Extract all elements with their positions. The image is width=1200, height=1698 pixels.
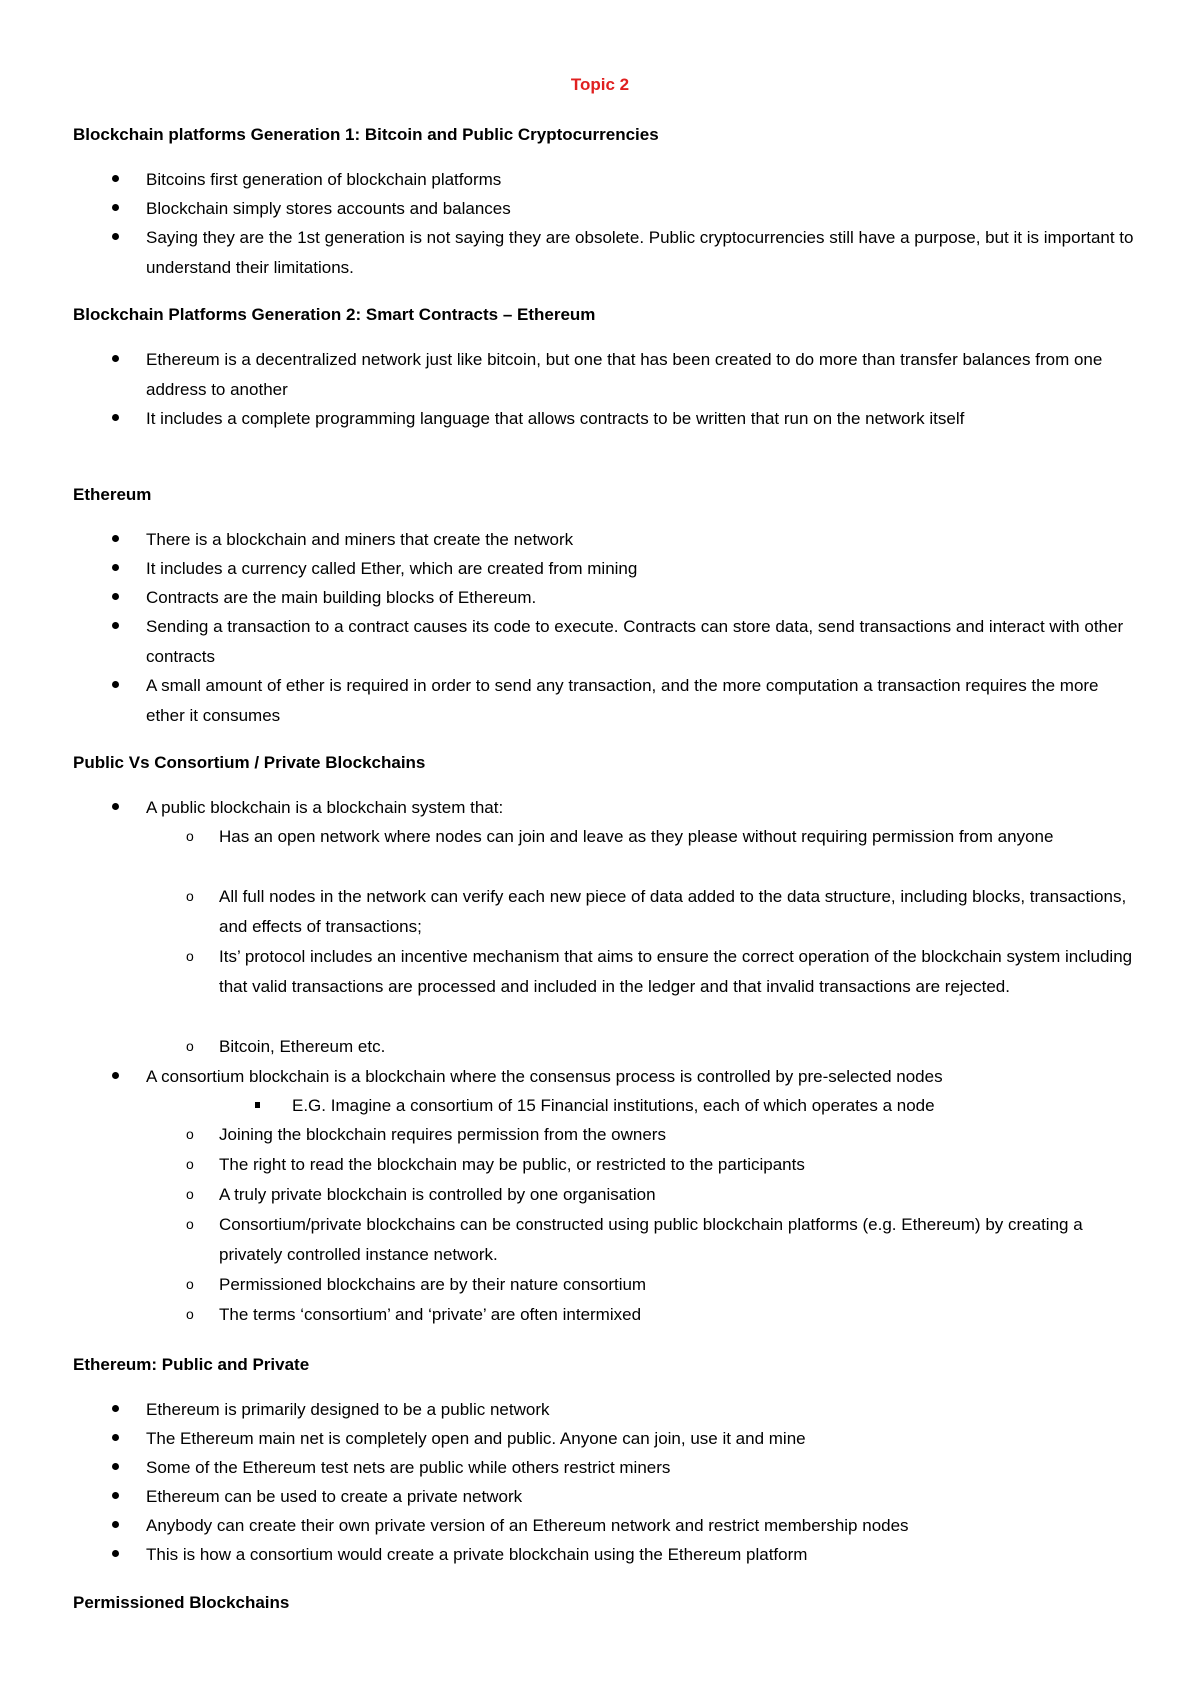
list-item: o Its’ protocol includes an incentive mechanism that aims to ensure the correct operation of the blockchain system including that valid transactions are processed and included in the ledger and that invalid transactions are rejected. (219, 942, 1139, 1001)
list-item: o The right to read the blockchain may be public, or restricted to the participants (219, 1150, 1139, 1180)
bullet-icon (112, 414, 119, 421)
list-item: Sending a transaction to a contract causes its code to execute. Contracts can store data, send transactions and interact with other contracts (146, 612, 1136, 671)
circle-bullet-icon: o (186, 1216, 194, 1232)
list-item: o Consortium/private blockchains can be constructed using public blockchain platforms (e.g. Ethereum) by creating a privately controlled instance network. (219, 1210, 1139, 1269)
list-item: The Ethereum main net is completely open and public. Anyone can join, use it and mine (146, 1424, 1136, 1454)
list-item: It includes a complete programming language that allows contracts to be written that run on the network itself (146, 404, 1136, 434)
bullet-icon (112, 355, 119, 362)
section-heading-generation-2: Blockchain Platforms Generation 2: Smart Contracts – Ethereum (73, 305, 596, 324)
circle-bullet-icon: o (186, 1276, 194, 1292)
list-item: Contracts are the main building blocks of Ethereum. (146, 583, 1136, 613)
bullet-icon (112, 1463, 119, 1470)
circle-bullet-icon: o (186, 1156, 194, 1172)
list-item: o A truly private blockchain is controlled by one organisation (219, 1180, 1139, 1210)
circle-bullet-icon: o (186, 1126, 194, 1142)
list-item: A consortium blockchain is a blockchain where the consensus process is controlled by pre-selected nodes (146, 1062, 1136, 1092)
bullet-icon (112, 564, 119, 571)
list-item: Some of the Ethereum test nets are public while others restrict miners (146, 1453, 1136, 1483)
bullet-icon (112, 622, 119, 629)
bullet-icon (112, 803, 119, 810)
square-bullet-icon (255, 1102, 260, 1108)
bullet-icon (112, 175, 119, 182)
list-item: o Joining the blockchain requires permission from the owners (219, 1120, 1139, 1150)
list-item: o All full nodes in the network can verify each new piece of data added to the data structure, including blocks, transactions, and effects of transactions; (219, 882, 1139, 941)
list-item: E.G. Imagine a consortium of 15 Financial institutions, each of which operates a node (292, 1091, 1132, 1121)
bullet-icon (112, 1434, 119, 1441)
bullet-icon (112, 1550, 119, 1557)
bullet-icon (112, 1521, 119, 1528)
list-item: Saying they are the 1st generation is not saying they are obsolete. Public cryptocurrencies still have a purpose, but it is important to understand their limitations. (146, 223, 1136, 282)
bullet-icon (112, 535, 119, 542)
section-heading-ethereum-public-private: Ethereum: Public and Private (73, 1355, 310, 1374)
section-heading-ethereum: Ethereum (73, 485, 152, 504)
list-item: o The terms ‘consortium’ and ‘private’ are often intermixed (219, 1300, 1139, 1330)
section-heading-permissioned-blockchains: Permissioned Blockchains (73, 1593, 290, 1612)
bullet-icon (112, 681, 119, 688)
list-item: Ethereum is a decentralized network just like bitcoin, but one that has been created to do more than transfer balances from one address to another (146, 345, 1136, 404)
list-item: A small amount of ether is required in order to send any transaction, and the more computation a transaction requires the more ether it consumes (146, 671, 1136, 730)
list-item: Blockchain simply stores accounts and balances (146, 194, 1136, 224)
document-title: Topic 2 (570, 75, 630, 94)
list-item: o Bitcoin, Ethereum etc. (219, 1032, 1139, 1062)
circle-bullet-icon: o (186, 1038, 194, 1054)
bullet-icon (112, 1492, 119, 1499)
circle-bullet-icon: o (186, 948, 194, 964)
list-item: A public blockchain is a blockchain system that: (146, 793, 1136, 823)
list-item: This is how a consortium would create a private blockchain using the Ethereum platform (146, 1540, 1136, 1570)
list-item: There is a blockchain and miners that create the network (146, 525, 1136, 555)
bullet-icon (112, 1405, 119, 1412)
list-item: Ethereum is primarily designed to be a public network (146, 1395, 1136, 1425)
section-heading-public-vs-consortium: Public Vs Consortium / Private Blockchains (73, 753, 426, 772)
section-heading-generation-1: Blockchain platforms Generation 1: Bitcoin and Public Cryptocurrencies (73, 125, 659, 144)
list-item: Ethereum can be used to create a private network (146, 1482, 1136, 1512)
list-item: It includes a currency called Ether, which are created from mining (146, 554, 1136, 584)
bullet-icon (112, 204, 119, 211)
bullet-icon (112, 233, 119, 240)
circle-bullet-icon: o (186, 1306, 194, 1322)
list-item: o Has an open network where nodes can join and leave as they please without requiring permission from anyone (219, 822, 1139, 852)
circle-bullet-icon: o (186, 828, 194, 844)
bullet-icon (112, 593, 119, 600)
circle-bullet-icon: o (186, 888, 194, 904)
bullet-icon (112, 1072, 119, 1079)
circle-bullet-icon: o (186, 1186, 194, 1202)
list-item: Anybody can create their own private version of an Ethereum network and restrict membership nodes (146, 1511, 1136, 1541)
list-item: o Permissioned blockchains are by their nature consortium (219, 1270, 1139, 1300)
list-item: Bitcoins first generation of blockchain platforms (146, 165, 1136, 195)
